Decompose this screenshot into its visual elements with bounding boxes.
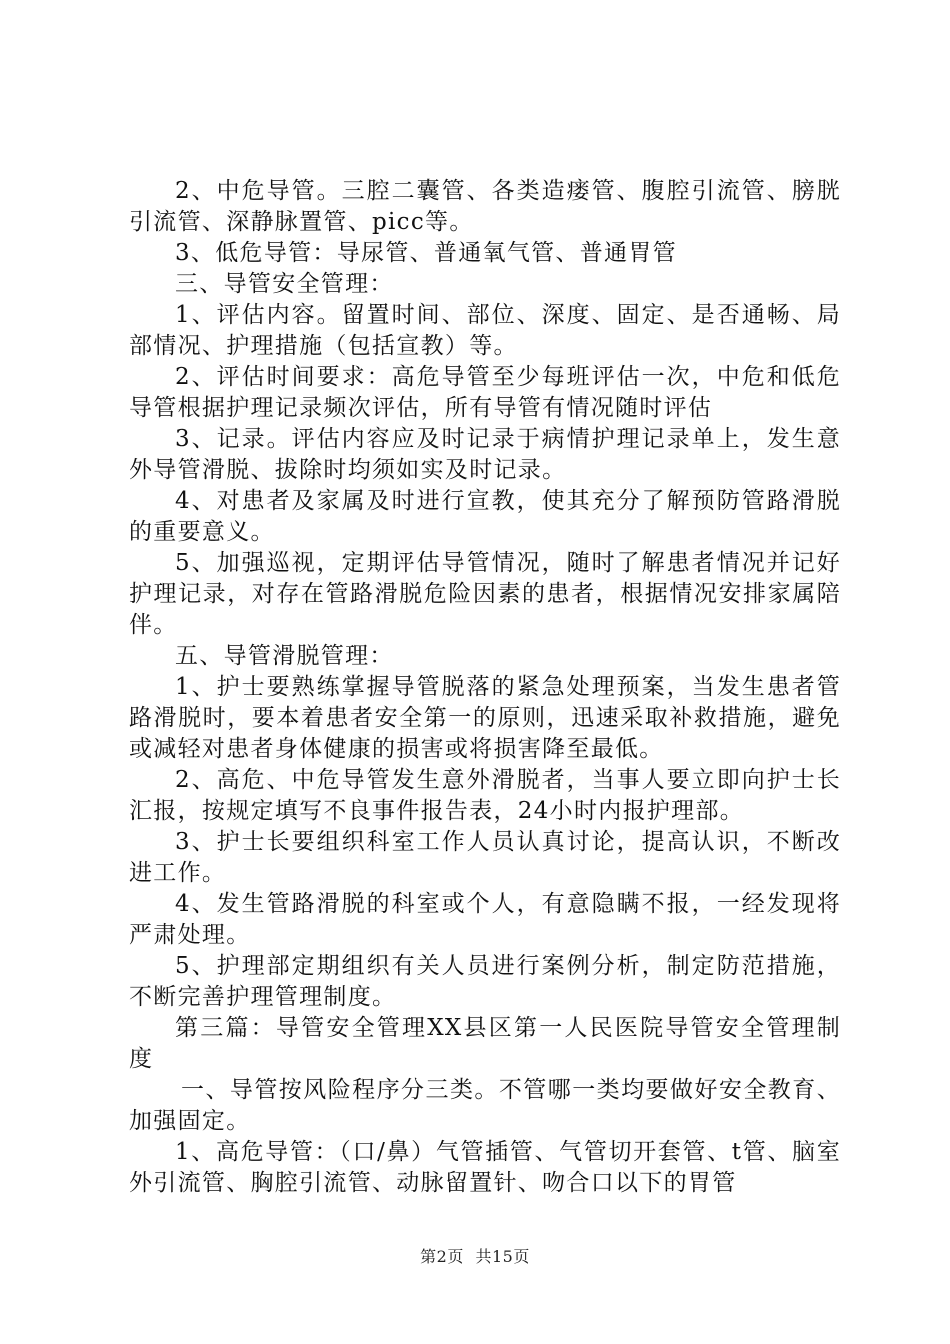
paragraph: 2、中危导管。三腔二囊管、各类造瘘管、腹腔引流管、膀胱引流管、深静脉置管、picc等。 — [129, 178, 841, 235]
document-body — [129, 176, 841, 1199]
paragraph: 4、对患者及家属及时进行宣教，使其充分了解预防管路滑脱的重要意义。 — [129, 488, 841, 545]
chapter-title: 第三篇：导管安全管理XX县区第一人民医院导管安全管理制度 — [129, 1015, 841, 1072]
section-heading: 三、导管安全管理： — [175, 271, 394, 297]
section-heading: 一、导管按风险程序分三类。不管哪一类均要做好安全教育、加强固定。 — [129, 1077, 841, 1134]
section-heading: 五、导管滑脱管理： — [175, 643, 394, 669]
paragraph: 5、加强巡视，定期评估导管情况，随时了解患者情况并记好护理记录，对存在管路滑脱危险因素的患者，根据情况安排家属陪伴。 — [129, 550, 841, 638]
paragraph: 3、记录。评估内容应及时记录于病情护理记录单上，发生意外导管滑脱、拔除时均须如实及时记录。 — [129, 426, 841, 483]
paragraph: 5、护理部定期组织有关人员进行案例分析，制定防范措施，不断完善护理管理制度。 — [129, 953, 841, 1010]
page-footer — [0, 1244, 950, 1267]
paragraph: 1、护士要熟练掌握导管脱落的紧急处理预案，当发生患者管路滑脱时，要本着患者安全第一的原则，迅速采取补救措施，避免或减轻对患者身体健康的损害或将损害降至最低。 — [129, 674, 841, 762]
paragraph: 4、发生管路滑脱的科室或个人，有意隐瞒不报，一经发现将严肃处理。 — [129, 891, 841, 948]
paragraph: 3、低危导管：导尿管、普通氧气管、普通胃管 — [175, 240, 677, 266]
paragraph: 1、高危导管：（口/鼻）气管插管、气管切开套管、t管、脑室外引流管、胸腔引流管、动脉留置针、吻合口以下的胃管 — [129, 1139, 841, 1196]
page-total: 共15页 — [475, 1247, 530, 1266]
paragraph: 2、高危、中危导管发生意外滑脱者，当事人要立即向护士长汇报，按规定填写不良事件报告表，24小时内报护理部。 — [129, 767, 841, 824]
paragraph: 2、评估时间要求：高危导管至少每班评估一次，中危和低危导管根据护理记录频次评估，所有导管有情况随时评估 — [129, 364, 841, 421]
paragraph: 1、评估内容。留置时间、部位、深度、固定、是否通畅、局部情况、护理措施（包括宣教）等。 — [129, 302, 841, 359]
paragraph: 3、护士长要组织科室工作人员认真讨论，提高认识，不断改进工作。 — [129, 829, 841, 886]
page-number: 第2页 — [420, 1247, 464, 1266]
